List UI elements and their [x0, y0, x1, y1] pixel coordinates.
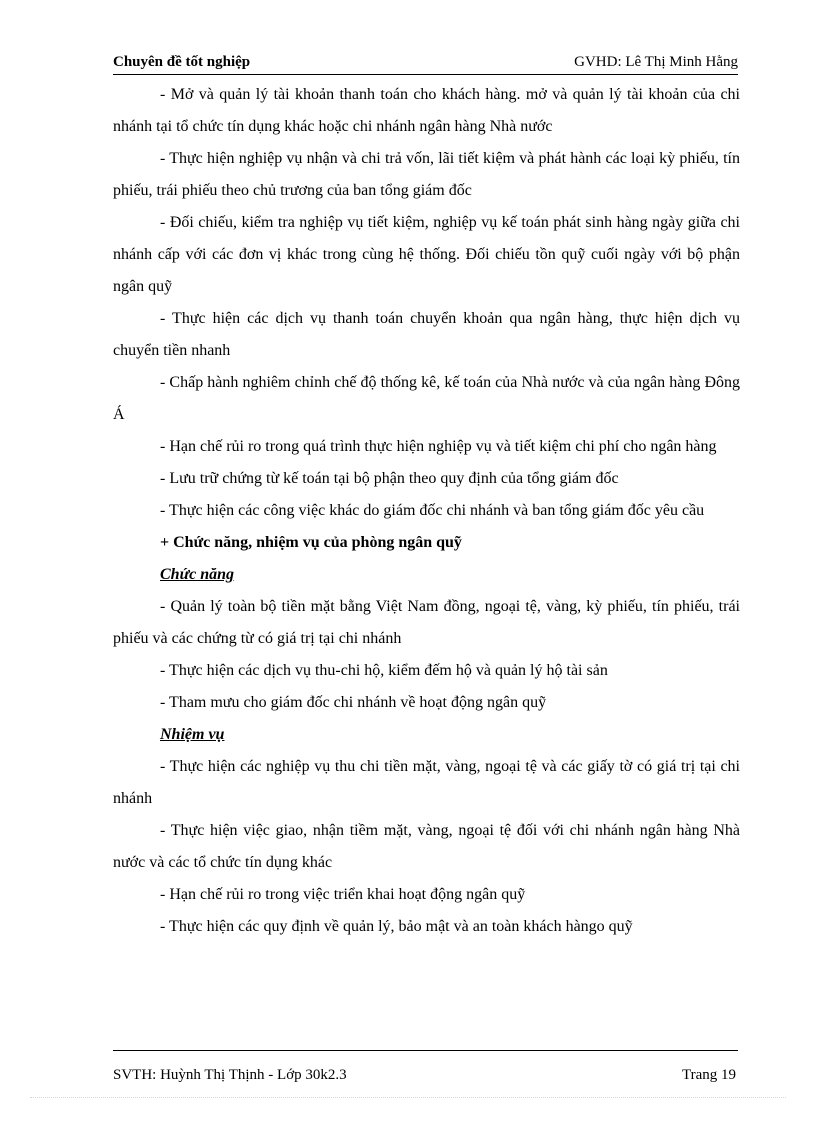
subheading-functions: Chức năng	[160, 566, 235, 583]
paragraph: - Thực hiện các quy định về quản lý, bảo mật và an toàn khách hàngo quỹ	[160, 918, 633, 935]
paragraph: - Tham mưu cho giám đốc chi nhánh về hoạt động ngân quỹ	[160, 694, 547, 711]
paragraph: - Hạn chế rủi ro trong quá trình thực hiện nghiệp vụ và tiết kiệm chi phí cho ngân hàng	[160, 438, 717, 455]
paragraph: - Lưu trữ chứng từ kế toán tại bộ phận theo quy định của tổng giám đốc	[160, 470, 619, 487]
paragraph: - Chấp hành nghiêm chỉnh chế độ thống kê, kế toán của Nhà nước và của ngân hàng Đông Á	[113, 374, 740, 423]
document-title: Chuyên đề tốt nghiệp	[113, 54, 251, 70]
paragraph: - Quản lý toàn bộ tiền mặt bằng Việt Nam đồng, ngoại tệ, vàng, kỳ phiếu, tín phiếu, trái phiếu và các chứng từ có giá trị tại chi nhánh	[113, 598, 740, 647]
section-heading: + Chức năng, nhiệm vụ của phòng ngân quỹ	[160, 534, 462, 551]
advisor-name: GVHD: Lê Thị Minh Hằng	[574, 54, 738, 70]
page-header	[113, 52, 738, 75]
page-footer	[113, 1050, 738, 1083]
paragraph: - Thực hiện các công việc khác do giám đốc chi nhánh và ban tổng giám đốc yêu cầu	[160, 502, 705, 519]
paragraph: - Đối chiếu, kiểm tra nghiệp vụ tiết kiệm, nghiệp vụ kế toán phát sinh hàng ngày giữa chi nhánh cấp với các đơn vị khác trong cùng hệ thống. Đối chiếu tồn quỹ cuối ngày với bộ phận ngân quỹ	[113, 214, 740, 295]
paragraph: - Thực hiện nghiệp vụ nhận và chi trả vốn, lãi tiết kiệm và phát hành các loại kỳ phiếu, tín phiếu, trái phiếu theo chủ trương của ban tổng giám đốc	[113, 150, 740, 199]
paragraph: - Mở và quản lý tài khoản thanh toán cho khách hàng. mở và quản lý tài khoản của chi nhánh tại tổ chức tín dụng khác hoặc chi nhánh ngân hàng Nhà nước	[113, 86, 740, 135]
paragraph: - Thực hiện các nghiệp vụ thu chi tiền mặt, vàng, ngoại tệ và các giấy tờ có giá trị tại chi nhánh	[113, 758, 740, 807]
paragraph: - Hạn chế rủi ro trong việc triển khai hoạt động ngân quỹ	[160, 886, 526, 903]
page-number: Trang 19	[681, 1067, 736, 1083]
page-margin-guide	[30, 1097, 786, 1098]
paragraph: - Thực hiện các dịch vụ thu-chi hộ, kiểm đếm hộ và quản lý hộ tài sản	[160, 662, 608, 679]
paragraph: - Thực hiện việc giao, nhận tiềm mặt, vàng, ngoại tệ đối với chi nhánh ngân hàng Nhà nước và các tổ chức tín dụng khác	[113, 822, 740, 871]
paragraph: - Thực hiện các dịch vụ thanh toán chuyển khoản qua ngân hàng, thực hiện dịch vụ chuyển tiền nhanh	[113, 310, 740, 359]
subheading-duties: Nhiệm vụ	[160, 726, 225, 743]
student-info: SVTH: Huỳnh Thị Thịnh - Lớp 30k2.3	[113, 1067, 347, 1083]
page-body	[113, 79, 740, 943]
